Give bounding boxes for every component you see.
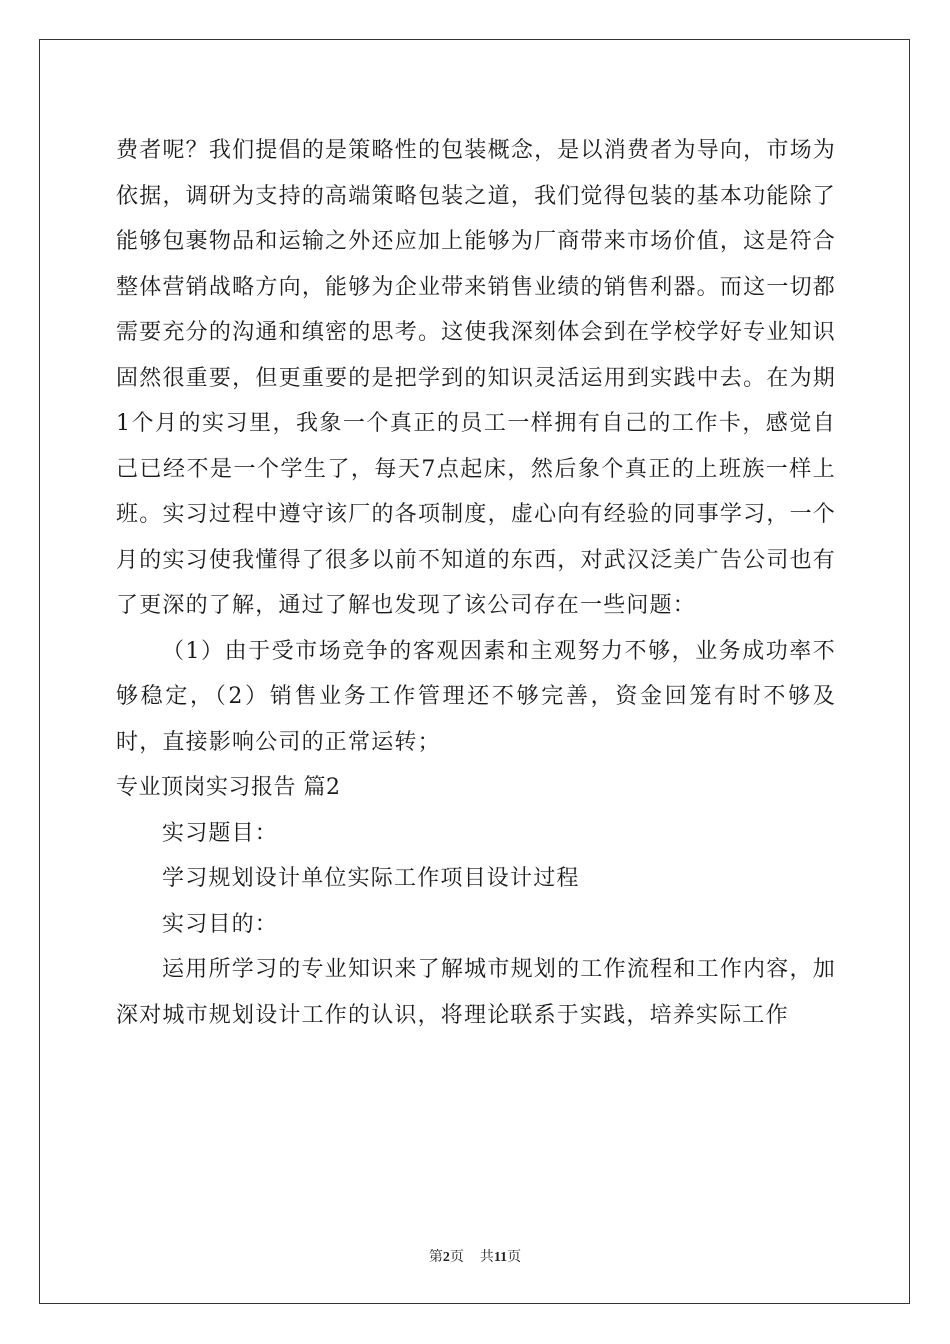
body-paragraph-5: 实习目的： bbox=[162, 911, 279, 937]
body-paragraph-3: 实习题目： bbox=[162, 820, 279, 846]
body-paragraph-1: 费者呢？我们提倡的是策略性的包装概念，是以消费者为导向，市场为依据，调研为支持的高端策略包装之道，我们觉得包装的基本功能除了能够包裹物品和运输之外还应加上能够为厂商带来市场价值，这是符合整体营销战略方向，能够为企业带来销售业绩的销售利器。而这一切都需要充分的沟通和缜密的思考。这使我深刻体会到在学校学好专业知识固然很重要，但更重要的是把学到的知识灵活运用到实践中去。在为期1个月的实习里，我象一个真正的员工一样拥有自己的工作卡，感觉自己已经不是一个学生了，每天7点起床，然后象个真正的上班族一样上班。实习过程中遵守该厂的各项制度，虚心向有经验的同事学习，一个月的实习使我懂得了很多以前不知道的东西，对武汉泛美广告公司也有了更深的了解，通过了解也发现了该公司存在一些问题： bbox=[116, 138, 836, 618]
body-paragraph-6: 运用所学习的专业知识来了解城市规划的工作流程和工作内容，加深对城市规划设计工作的认识，将理论联系于实践，培养实际工作 bbox=[116, 957, 836, 1028]
footer-page-suffix: 页 bbox=[449, 1250, 464, 1265]
footer-total-prefix: 共 bbox=[479, 1250, 494, 1265]
section-heading: 专业顶岗实习报告 篇2 bbox=[116, 775, 341, 800]
body-paragraph-4: 学习规划设计单位实际工作项目设计过程 bbox=[162, 866, 580, 891]
footer-total-suffix: 页 bbox=[507, 1250, 522, 1265]
footer-page-number: 2 bbox=[442, 1250, 450, 1265]
body-paragraph-2: （1）由于受市场竞争的客观因素和主观努力不够，业务成功率不够稳定，（2）销售业务工作管理还不够完善，资金回笼有时不够及时，直接影响公司的正常运转； bbox=[116, 638, 836, 755]
footer-total-pages: 11 bbox=[493, 1250, 508, 1265]
footer-page-prefix: 第 bbox=[428, 1250, 443, 1265]
page-footer bbox=[0, 1246, 950, 1266]
document-body bbox=[116, 128, 836, 1038]
